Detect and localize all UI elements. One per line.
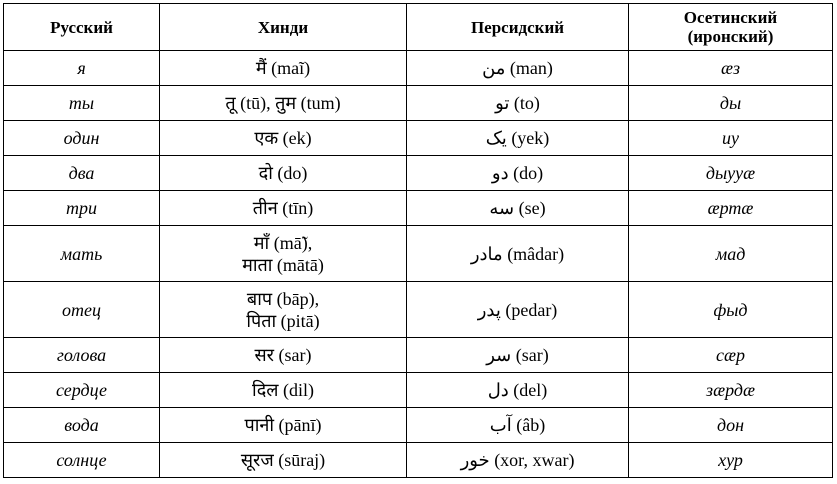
header-hindi [160,4,407,51]
header-hindi-line: Хинди [257,17,309,37]
header-russian-line: Русский [50,17,113,37]
table-row [4,282,833,338]
header-ossetian-line: Осетинский [683,8,778,27]
cell-hindi-line: माता (mātā) [242,254,324,275]
header-persian-line: Персидский [470,17,565,37]
table-header [4,4,833,51]
cell-hindi-line: एक (ek) [254,128,312,148]
table-row [4,156,833,191]
cell-hindi [160,373,407,408]
cell-ossetian: иу [629,121,833,156]
cell-russian: сердце [4,373,160,408]
table-row [4,226,833,282]
cell-persian: پدر (pedar) [407,282,629,338]
cell-persian: یک (yek) [407,121,629,156]
cell-russian: вода [4,408,160,443]
header-russian [4,4,160,51]
vocabulary-comparison-table [3,3,833,478]
cell-hindi-line: तीन (tīn) [252,198,314,218]
header-persian [407,4,629,51]
table-row [4,373,833,408]
cell-persian: سه (se) [407,191,629,226]
cell-russian: отец [4,282,160,338]
cell-persian: آب (âb) [407,408,629,443]
cell-hindi-line: पानी (pānī) [244,415,322,435]
table-row [4,408,833,443]
cell-persian: من (man) [407,51,629,86]
cell-russian: я [4,51,160,86]
cell-ossetian: æртæ [629,191,833,226]
cell-hindi-line: सर (sar) [254,345,312,365]
cell-russian: солнце [4,443,160,478]
table-row [4,51,833,86]
cell-hindi-line: बाप (bāp), [246,288,320,309]
cell-persian: سر (sar) [407,338,629,373]
table-row [4,121,833,156]
cell-hindi-line: तू (tū), तुम (tum) [225,93,341,113]
table-row [4,86,833,121]
table-row [4,191,833,226]
cell-ossetian: хур [629,443,833,478]
cell-persian: تو (to) [407,86,629,121]
header-ossetian [629,4,833,51]
cell-russian: мать [4,226,160,282]
cell-ossetian: мад [629,226,833,282]
cell-hindi [160,443,407,478]
table-row [4,338,833,373]
cell-hindi [160,338,407,373]
cell-hindi [160,121,407,156]
cell-russian: ты [4,86,160,121]
cell-hindi-line: सूरज (sūraj) [240,450,326,470]
cell-ossetian: фыд [629,282,833,338]
cell-ossetian: зæрдæ [629,373,833,408]
table-row [4,443,833,478]
cell-hindi [160,191,407,226]
cell-hindi [160,86,407,121]
cell-persian: دو (do) [407,156,629,191]
cell-ossetian: сæр [629,338,833,373]
cell-hindi-line: दिल (dil) [252,380,314,400]
cell-hindi [160,51,407,86]
cell-hindi [160,226,407,282]
cell-persian: خور (xor, xwar) [407,443,629,478]
cell-ossetian: дыууæ [629,156,833,191]
cell-russian: один [4,121,160,156]
cell-ossetian: дон [629,408,833,443]
cell-hindi-line: दो (do) [258,163,308,183]
cell-russian: голова [4,338,160,373]
cell-russian: три [4,191,160,226]
cell-hindi-line: पिता (pitā) [246,310,320,331]
header-ossetian-line: (иронский) [687,27,774,46]
cell-persian: دل (del) [407,373,629,408]
cell-hindi [160,282,407,338]
cell-ossetian: ды [629,86,833,121]
cell-ossetian: æз [629,51,833,86]
table-body [4,51,833,478]
cell-russian: два [4,156,160,191]
cell-hindi-line: माँ (mā̃), [253,232,313,253]
cell-hindi-line: मैं (maĩ) [255,58,311,78]
cell-hindi [160,156,407,191]
header-row [4,4,833,51]
cell-persian: مادر (mâdar) [407,226,629,282]
cell-hindi [160,408,407,443]
